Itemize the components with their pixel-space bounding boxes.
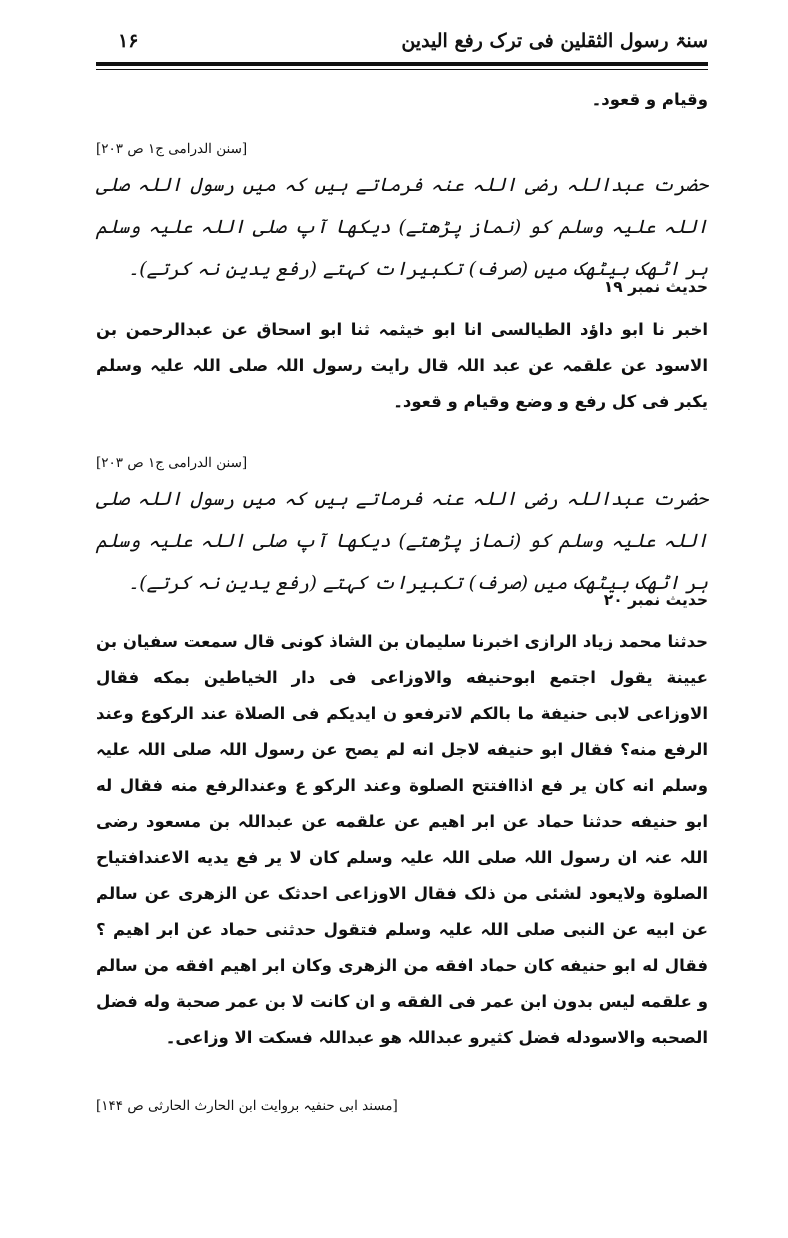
page-number: ۱۶ — [118, 30, 139, 52]
hadith-text-19: اخبر نا ابو داؤد الطیالسی انا ابو خیثمہ ثنا ابو اسحاق عن عبدالرحمن بن الاسود عن علقمہ عن عبد اللہ قال رایت رسول اللہ صلی اللہ علیہ وسلم یکبر فی کل رفع و وضع وقیام و قعود۔ — [96, 320, 708, 411]
running-title: سنۃ رسول الثقلین فی ترک رفع الیدین — [401, 30, 708, 52]
citation-2-text: [سنن الدرامی ج۱ ص ۲۰۳] — [96, 455, 248, 471]
urdu-translation-2: حضرت عبداللہ رضی اللہ عنہ فرماتے ہیں کہ میں رسول اللہ صلی اللہ علیہ وسلم کو (نماز پڑھتے) دیکھا آپ صلی اللہ علیہ وسلم ہر اٹھک بیٹھک میں (صرف) تکبیرات کہتے (رفع یدین نہ کرتے)۔ — [96, 488, 708, 594]
hadith-text-20: حدثنا محمد زیاد الرازی اخبرنا سلیمان بن الشاذ کونی قال سمعت سفیان بن عیینة یقول اجتمع ابوحنیفه والاوزاعی فی دار الخیاطین بمکه فقال الاوزاعی لابی حنیفة ما بالکم لاترفعو ن ایدیکم فی الصلاة عند الرکوع وعند الرفع منه؟ فقال ابو حنیفه لاجل انه لم یصح عن رسول اللہ صلی اللہ علیہ وسلم انه کان یر فع اذاافتتح الصلوة وعند الرکو ع وعندالرفع منه فقال له ابو حنیفه حدثنا حماد عن ابر اهیم عن علقمه عن عبداللہ بن مسعود رضی اللہ عنہ ان رسول اللہ صلی اللہ علیہ وسلم کان لا یر فع یدیه الاعندافتیاح الصلوة ولایعود لشئی من ذلک فقال الاوزاعی احدثک عن الزهری عن سالم عن ابیه عن النبی صلی اللہ علیہ وسلم فتقول حدثنی حماد عن ابر اهیم ؟ فقال له ابو حنیفه کان حماد افقه من الزهری وکان ابر اهیم افقه من سالم و علقمه لیس بدون ابن عمر فی الفقه و ان کانت لا بن عمر صحبة وله فضل الصحبه والاسودله فضل کثیرو عبداللہ هو عبداللہ فسکت الا وزاعی۔ — [96, 632, 708, 1047]
header-rule — [96, 62, 708, 66]
page-header — [96, 26, 708, 60]
hadith-heading-20: حدیث نمبر ۲۰ — [603, 591, 708, 609]
urdu-translation-1: حضرت عبداللہ رضی اللہ عنہ فرماتے ہیں کہ میں رسول اللہ صلی اللہ علیہ وسلم کو (نماز پڑھتے) دیکھا آپ صلی اللہ علیہ وسلم ہر اٹھک بیٹھک میں (صرف) تکبیرات کہتے (رفع یدین نہ کرتے)۔ — [96, 174, 708, 280]
citation-3 — [96, 1095, 708, 1117]
citation-3-text: [مسند ابی حنفیہ بروایت ابن الحارث الحارثی ص ۱۴۴] — [96, 1098, 398, 1114]
hadith-heading-19: حدیث نمبر ۱۹ — [603, 278, 708, 296]
citation-2 — [96, 452, 708, 474]
text-line-continuation: وقیام و قعود۔ — [591, 90, 708, 109]
header-rule-thin — [96, 69, 708, 70]
citation-1 — [96, 138, 708, 160]
citation-1-text: [سنن الدرامی ج۱ ص ۲۰۳] — [96, 141, 248, 157]
